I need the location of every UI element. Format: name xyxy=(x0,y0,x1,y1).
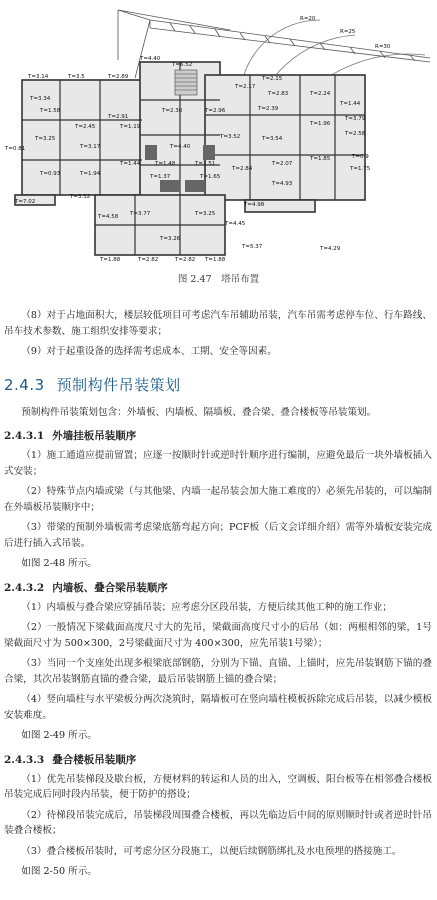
subsection-heading xyxy=(4,580,432,595)
weight-label: T=2.15 xyxy=(262,76,283,82)
weight-label: T=4.93 xyxy=(272,181,293,187)
paragraph: （9）对于起重设备的选择需考虑成本、工期、安全等因素。 xyxy=(21,346,277,357)
weight-label: T=2.17 xyxy=(235,84,256,90)
paragraph: （4）竖向墙柱与水平梁板分两次浇筑时，隔墙板可在竖向墙柱模板拆除完成后吊装，以减少模板安装难度。 xyxy=(4,694,432,721)
weight-label: T=7.02 xyxy=(15,199,36,205)
weight-label: T=3.54 xyxy=(262,136,283,142)
weight-label: T=1.96 xyxy=(310,121,331,127)
weight-label: T=3.25 xyxy=(195,211,216,217)
subsection-title: 叠合楼板吊装顺序 xyxy=(52,753,137,766)
weight-label: T=1.94 xyxy=(80,171,101,177)
weight-label: T=2.82 xyxy=(138,257,159,263)
weight-label: T=1.75 xyxy=(350,166,371,172)
weight-label: T=1.85 xyxy=(310,156,331,162)
weight-label: T=5.37 xyxy=(242,244,263,250)
weight-label: T=4.40 xyxy=(140,56,161,62)
paragraph: （1）内墙板与叠合梁应穿插吊装；应考虑分区段吊装，方便后续其他工种的施工作业； xyxy=(21,601,392,613)
paragraph: （2）待梯段吊装完成后，吊装梯段周围叠合楼板，再以先临边后中间的原则顺时针或者逆时针吊装叠合楼板； xyxy=(4,809,432,836)
weight-label: T=1.58 xyxy=(40,108,61,114)
paragraph: （2）特殊节点内墙或梁（与其他梁、内墙一起吊装会加大施工难度的）必须先吊装的，可以编制在外墙板吊装顺序中； xyxy=(4,486,432,513)
weight-label: T=2.45 xyxy=(75,124,96,130)
paragraph: （3）当同一个支座处出现多根梁底部钢筋，分别为下锚、直锚、上锚时，应先吊装钢筋下锚的叠合梁，其次吊装钢筋直锚的叠合梁，最后吊装钢筋上锚的叠合梁； xyxy=(4,658,432,685)
subsection-number: 2.4.3.2 xyxy=(4,581,45,594)
weight-label: T=2.89 xyxy=(108,74,129,80)
section-intro: 预制构件吊装策划包含：外墙板、内墙板、隔墙板、叠合梁、叠合楼板等吊装策划。 xyxy=(21,406,377,418)
section-title: 预制构件吊装策划 xyxy=(56,375,181,394)
paragraph: （1）施工通道应提前留置；应逐一按顺时针或逆时针顺序进行编制，应避免最后一块外墙板插入式安装； xyxy=(4,450,432,477)
figure-reference: 如图 2-48 所示。 xyxy=(21,558,97,569)
weight-label: T=1.44 xyxy=(340,101,361,107)
weight-label: T=1.19 xyxy=(120,124,141,130)
figure-caption: 图 2.47 塔吊布置 xyxy=(177,274,260,285)
weight-label: T=3.25 xyxy=(35,136,56,142)
weight-label: T=1.37 xyxy=(150,174,171,180)
figure-reference: 如图 2-50 所示。 xyxy=(21,866,97,877)
tower-crane-layout-figure xyxy=(0,0,437,270)
weight-label: T=1.88 xyxy=(100,257,121,263)
paragraph: （1）优先吊装梯段及歇台板，方便材料的转运和人员的出入，空调板、阳台板等在相邻叠合楼板吊装完成后同时段内吊装，便于防护的搭设； xyxy=(4,773,432,800)
floor-plan-drawing xyxy=(0,0,437,270)
figure-reference: 如图 2-49 所示。 xyxy=(21,730,97,741)
paragraph: （8）对于占地面积大，楼层较低项目可考虑汽车吊辅助吊装，汽车吊需考虑停车位、行车路线、吊车技术参数、施工组织安排等要求； xyxy=(4,310,432,337)
weight-label: T=2.84 xyxy=(232,166,253,172)
weight-label: T=2.96 xyxy=(205,108,226,114)
radius-label: R=25 xyxy=(340,29,356,35)
paragraph: （2）一般情况下梁截面高度尺寸大的先吊，梁截面高度尺寸小的后吊（如：两根相邻的梁，1号梁截面尺寸为 500×300，2号梁截面尺寸为 400×300，应先吊装1号梁）； xyxy=(4,622,432,649)
section-number: 2.4.3 xyxy=(4,375,45,394)
weight-label: T=1.88 xyxy=(205,257,226,263)
weight-label: T=3.17 xyxy=(80,144,101,150)
weight-label: T=3.14 xyxy=(28,74,49,80)
weight-label: T=3.52 xyxy=(220,134,241,140)
weight-label: T=2.91 xyxy=(108,114,129,120)
weight-label: T=3.5 xyxy=(68,74,85,80)
subsection-number: 2.4.3.3 xyxy=(4,753,45,766)
paragraph: （3）带梁的预制外墙板需考虑梁底筋弯起方向；PCF板（后文会详细介绍）需等外墙板安装完成后进行插入式吊装。 xyxy=(4,522,432,549)
weight-label: T=2.39 xyxy=(258,106,279,112)
radius-label: R=30 xyxy=(375,44,391,50)
radius-label: R=20 xyxy=(300,16,316,22)
weight-label: T=0.9 xyxy=(352,154,369,160)
weight-label: T=3.32 xyxy=(70,194,91,200)
weight-label: T=1.48 xyxy=(155,161,176,167)
weight-label: T=2.83 xyxy=(268,91,289,97)
weight-label: T=4.29 xyxy=(320,246,341,252)
weight-label: T=4.45 xyxy=(225,221,246,227)
subsection-heading xyxy=(4,428,432,443)
subsection-title: 外墙挂板吊装顺序 xyxy=(52,430,137,442)
weight-label: T=0.81 xyxy=(5,146,26,152)
weight-label: T=1.51 xyxy=(195,161,216,167)
weight-label: T=3.34 xyxy=(30,96,51,102)
weight-label: T=6.52 xyxy=(172,62,193,68)
subsection-title: 内墙板、叠合梁吊装顺序 xyxy=(52,581,168,594)
weight-label: T=1.44 xyxy=(120,161,141,167)
weight-label: T=1.65 xyxy=(200,174,221,180)
document-body xyxy=(4,308,432,885)
subsection-number: 2.4.3.1 xyxy=(4,430,45,442)
section-heading xyxy=(4,374,432,395)
weight-label: T=3.77 xyxy=(130,211,151,217)
weight-label: T=2.82 xyxy=(175,257,196,263)
weight-label: T=4.58 xyxy=(98,214,119,220)
weight-label: T=2.07 xyxy=(272,161,293,167)
weight-label: T=4.40 xyxy=(170,144,191,150)
weight-label: T=4.98 xyxy=(244,202,265,208)
weight-label: T=0.93 xyxy=(40,171,61,177)
paragraph: （3）叠合楼板吊装时，可考虑分区分段施工，以便后续钢筋绑扎及水电预埋的搭接施工。 xyxy=(21,845,402,857)
weight-label: T=2.58 xyxy=(345,131,366,137)
weight-label: T=2.24 xyxy=(310,91,331,97)
weight-label: T=2.30 xyxy=(162,108,183,114)
stair-hatch-icon xyxy=(175,70,197,95)
subsection-heading xyxy=(4,752,432,767)
weight-label: T=3.79 xyxy=(345,116,366,122)
weight-label: T=3.26 xyxy=(160,236,181,242)
